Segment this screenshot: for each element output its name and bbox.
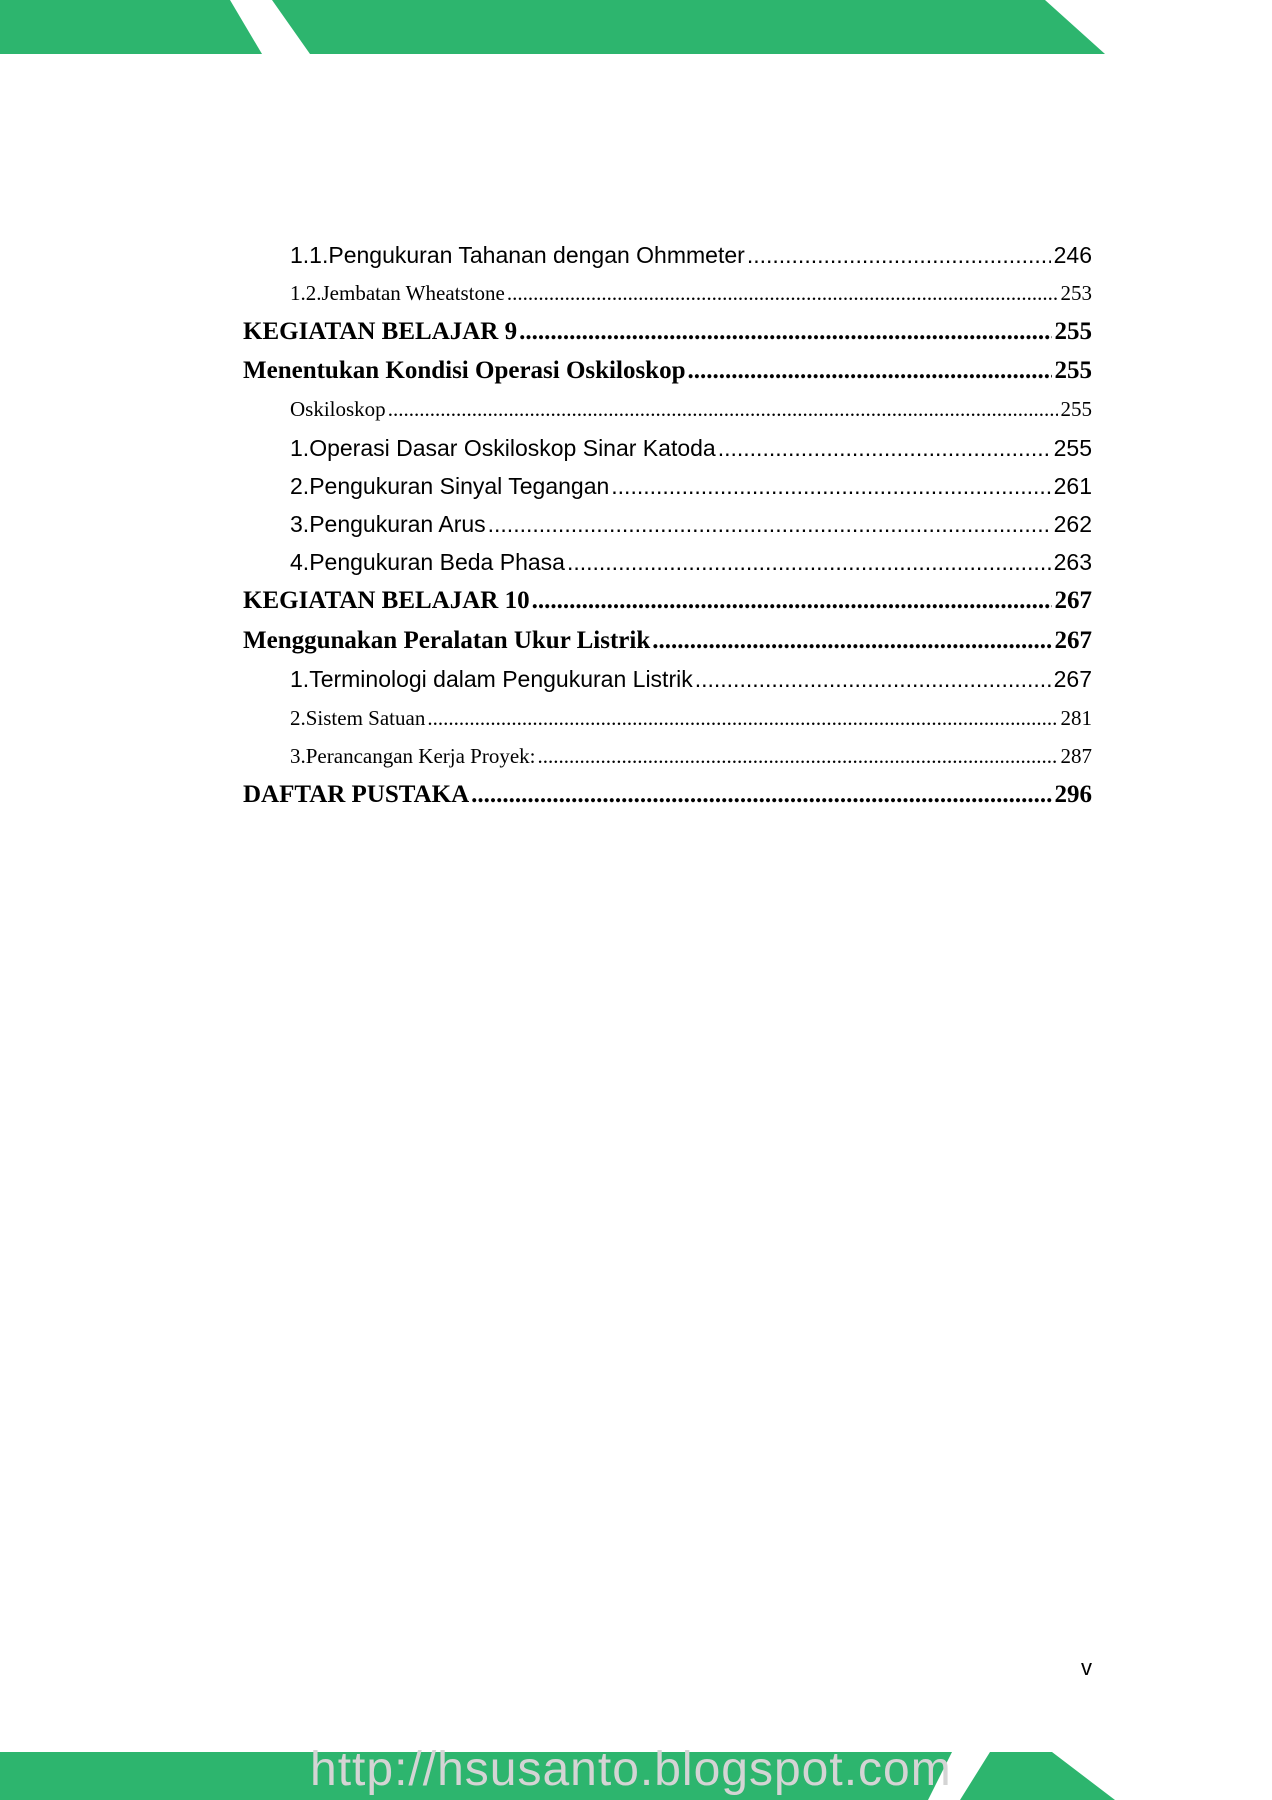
toc-entry-label: Terminologi dalam Pengukuran Listrik [309,666,693,692]
toc-entry[interactable] [243,357,1092,385]
page-number: v [1081,1655,1092,1680]
toc-dot-leader [488,511,1051,538]
toc-entry-page: 263 [1053,549,1092,575]
toc-entry[interactable] [290,511,1092,538]
toc-entry-number: 2. [290,473,310,499]
toc-dot-leader [427,706,1057,731]
toc-dot-leader [611,473,1050,500]
toc-entry[interactable] [243,318,1092,346]
toc-entry-page: 261 [1053,473,1092,499]
toc-entry-page: 253 [1060,281,1092,305]
toc-entry-page: 255 [1054,357,1092,384]
toc-entry-number: 1. [290,435,310,461]
toc-dot-leader [532,587,1052,615]
toc-entry-page: 255 [1053,435,1092,461]
toc-dot-leader [471,781,1051,809]
toc-dot-leader [695,666,1051,693]
toc-entry[interactable] [290,435,1092,462]
toc-entry[interactable] [290,281,1092,306]
toc-entry-page: 267 [1054,587,1092,614]
toc-entry-page: 296 [1054,781,1092,808]
toc-dot-leader [388,397,1058,422]
toc-entry[interactable] [290,473,1092,500]
toc-dot-leader [747,242,1051,269]
toc-entry-number: 4. [290,549,310,575]
toc-entry-number: 3. [290,511,310,537]
toc-entry[interactable] [243,781,1092,809]
toc-entry-number: 1.1. [290,242,329,268]
toc-dot-leader [718,435,1051,462]
toc-dot-leader [538,744,1058,769]
toc-entry-page: 255 [1060,397,1092,421]
toc-entry[interactable] [290,242,1092,269]
toc-entry-page: 246 [1053,242,1092,268]
toc-entry-label: KEGIATAN BELAJAR 10 [243,587,530,614]
toc-entry[interactable] [290,397,1092,422]
toc-entry-label: DAFTAR PUSTAKA [243,781,470,808]
toc-entry-label: Menentukan Kondisi Operasi Oskiloskop [243,357,686,384]
toc-entry[interactable] [290,744,1092,769]
toc-entry-page: 267 [1054,627,1092,654]
toc-entry-label: Menggunakan Peralatan Ukur Listrik [243,627,651,654]
toc-entry[interactable] [290,706,1092,731]
toc-entry[interactable] [290,549,1092,576]
toc-entry-page: 255 [1054,318,1092,345]
toc-entry-label: Pengukuran Arus [309,511,486,537]
top-decorative-band [0,0,1272,56]
toc-dot-leader [519,318,1051,346]
toc-entry-label: Oskiloskop [290,397,386,421]
toc-entry-number: 2. [290,706,306,730]
toc-entry-number: 1.2. [290,281,322,305]
toc-entry[interactable] [243,627,1092,655]
toc-dot-leader [652,627,1051,655]
toc-dot-leader [507,281,1058,306]
toc-entry-label: Pengukuran Tahanan dengan Ohmmeter [328,242,745,268]
toc-dot-leader [687,357,1051,385]
toc-dot-leader [567,549,1051,576]
toc-entry-label: Pengukuran Beda Phasa [309,549,565,575]
toc-entry-label: Pengukuran Sinyal Tegangan [309,473,610,499]
toc-entry[interactable] [290,666,1092,693]
toc-entry-label: Jembatan Wheatstone [321,281,505,305]
toc-entry-page: 287 [1060,744,1092,768]
toc-entry-number: 1. [290,666,310,692]
toc-entry-page: 267 [1053,666,1092,692]
toc-entry-number: 3. [290,744,306,768]
toc-entry[interactable] [243,587,1092,615]
toc-entry-page: 262 [1053,511,1092,537]
toc-entry-page: 281 [1060,706,1092,730]
toc-entry-label: Perancangan Kerja Proyek: [305,744,536,768]
toc-entry-label: Sistem Satuan [305,706,426,730]
toc-entry-label: KEGIATAN BELAJAR 9 [243,318,518,345]
toc-entry-label: Operasi Dasar Oskiloskop Sinar Katoda [309,435,716,461]
footer-url-watermark: http://hsusanto.blogspot.com [310,1743,952,1796]
